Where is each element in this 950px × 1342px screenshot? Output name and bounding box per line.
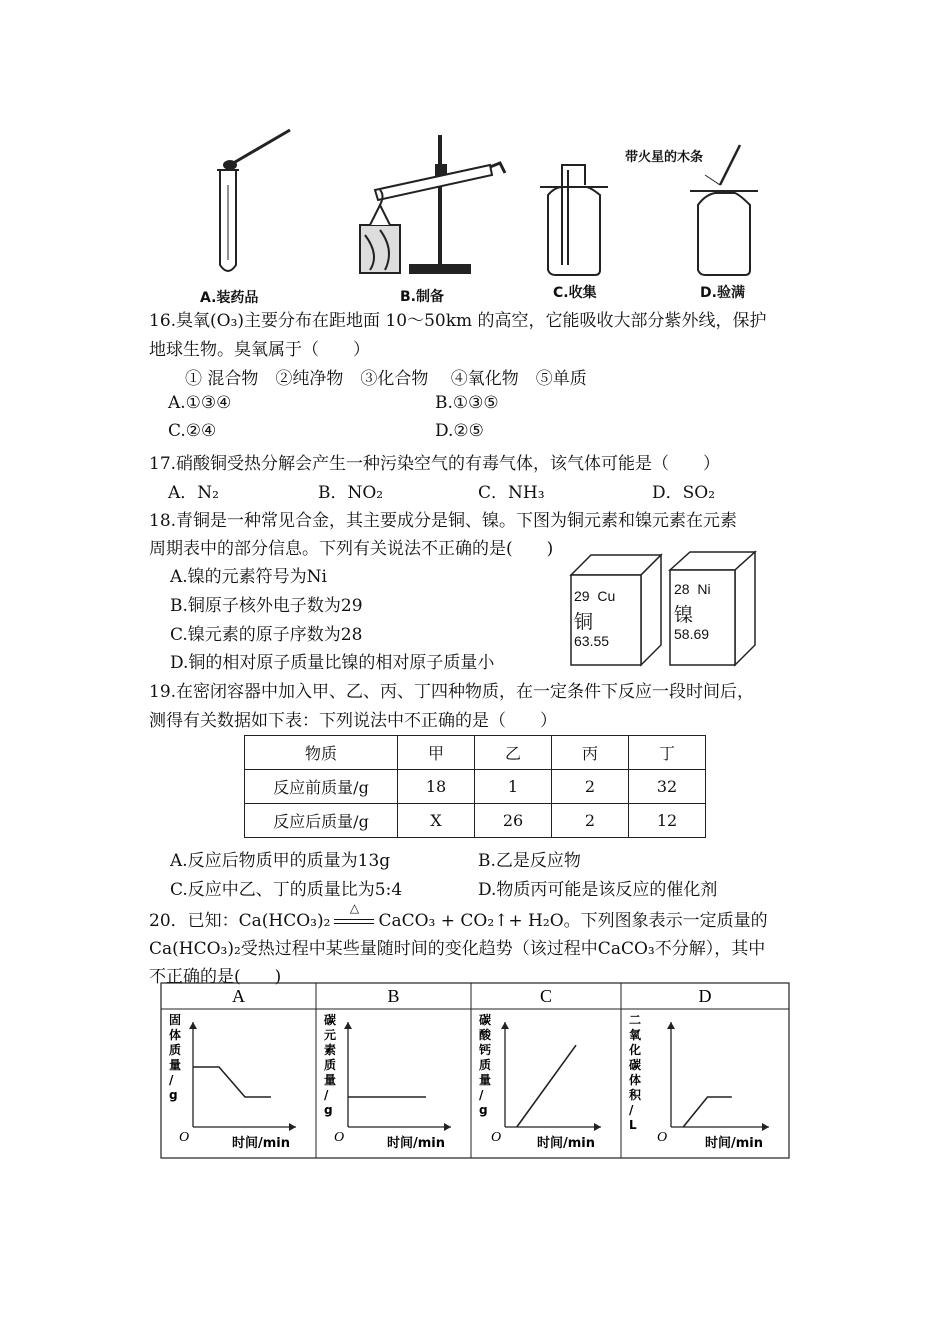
- q16-option-c: C.②④: [168, 421, 217, 441]
- y-axis-label: 碳酸钙质量/ g: [479, 1013, 492, 1117]
- table-cell: 2: [552, 770, 629, 804]
- q19-option-d: D.物质丙可能是该反应的催化剂: [478, 880, 718, 900]
- q19-option-c: C.反应中乙、丁的质量比为5:4: [170, 880, 403, 900]
- q19-option-a: A.反应后物质甲的质量为13g: [170, 851, 391, 871]
- q18-line2: 周期表中的部分信息。下列有关说法不正确的是( ): [149, 539, 554, 559]
- series-line: [517, 1045, 576, 1127]
- origin-label: O: [657, 1130, 668, 1145]
- y-axis-label: 二氧化碳体积/ L: [629, 1013, 642, 1132]
- q19-line1: 19.在密闭容器中加入甲、乙、丙、丁四种物质，在一定条件下反应一段时间后，: [149, 682, 755, 702]
- y-axis-label: 固体质量/ g: [169, 1013, 182, 1102]
- apparatus-label-d: D.验满: [700, 285, 745, 301]
- table-cell: 1: [475, 770, 552, 804]
- series-line: [683, 1097, 732, 1127]
- q16-option-d: D.②⑤: [435, 421, 484, 441]
- q17-option-b: B．NO₂: [318, 483, 384, 503]
- x-axis-arrow-icon: [289, 1123, 296, 1131]
- q16-option-a: A.①③④: [168, 393, 232, 413]
- table-cell: 2: [552, 804, 629, 838]
- apparatus-label-a: A.装药品: [200, 290, 259, 306]
- origin-label: O: [334, 1130, 345, 1145]
- graph-panel-title: A: [232, 986, 245, 1006]
- cu-name: 铜: [574, 612, 594, 633]
- x-axis-label: 时间/min: [536, 1136, 595, 1151]
- q16-option-b: B.①③⑤: [435, 393, 499, 413]
- q17-option-a: A．N₂: [168, 483, 219, 503]
- q18-line1: 18.青铜是一种常见合金，其主要成分是铜、镍。下图为铜元素和镍元素在元素: [149, 511, 738, 531]
- cu-number: 29: [574, 588, 590, 604]
- q17-option-d: D．SO₂: [652, 483, 716, 503]
- x-axis-arrow-icon: [594, 1123, 601, 1131]
- table-row: [245, 804, 706, 838]
- table-header-cell: 甲: [398, 736, 475, 770]
- table-cell: X: [398, 804, 475, 838]
- y-axis-label: 碳元素质量/ g: [324, 1013, 337, 1117]
- table-cell: 18: [398, 770, 475, 804]
- x-axis-label: 时间/min: [386, 1136, 445, 1151]
- x-axis-label: 时间/min: [231, 1136, 290, 1151]
- y-axis-arrow-icon: [189, 1022, 197, 1029]
- table-cell: 反应前质量/g: [245, 770, 398, 804]
- table-header-cell: 丙: [552, 736, 629, 770]
- table-cell: 26: [475, 804, 552, 838]
- cu-symbol: Cu: [597, 588, 616, 604]
- q18-option-c: C.镍元素的原子序数为28: [170, 625, 363, 645]
- heating-apparatus: [360, 135, 505, 273]
- q19-option-b: B.乙是反应物: [478, 851, 581, 871]
- reaction-equals-icon: [334, 919, 374, 924]
- apparatus-note-wood-strip: 带火星的木条: [625, 150, 704, 165]
- q19-line2: 测得有关数据如下表：下列说法中不正确的是（ ）: [149, 711, 557, 731]
- cu-mass: 63.55: [574, 633, 610, 649]
- test-tube-apparatus: [217, 130, 290, 271]
- table-cell: 32: [629, 770, 706, 804]
- y-axis-arrow-icon: [667, 1022, 675, 1029]
- y-axis-arrow-icon: [501, 1022, 509, 1029]
- q20-line1-pre: 20．已知：Ca(HCO₃)₂: [149, 911, 331, 931]
- x-axis-arrow-icon: [444, 1123, 451, 1131]
- q17-option-c: C．NH₃: [478, 483, 545, 503]
- q16-line2: 地球生物。臭氧属于（ ）: [149, 340, 370, 360]
- origin-label: O: [179, 1130, 190, 1145]
- q20-line3: 不正确的是( ): [149, 967, 282, 987]
- table-header-cell: 乙: [475, 736, 552, 770]
- x-axis-arrow-icon: [762, 1123, 769, 1131]
- q18-option-a: A.镍的元素符号为Ni: [170, 567, 327, 587]
- q18-option-d: D.铜的相对原子质量比镍的相对原子质量小: [170, 653, 495, 673]
- series-line: [193, 1067, 271, 1097]
- origin-label: O: [491, 1130, 502, 1145]
- q16-items: ① 混合物 ②纯净物 ③化合物 ④氧化物 ⑤单质: [185, 369, 587, 389]
- ni-mass: 58.69: [674, 626, 710, 642]
- ni-name: 镍: [674, 605, 694, 626]
- table-header-cell: 丁: [629, 736, 706, 770]
- apparatus-label-b: B.制备: [400, 289, 444, 305]
- y-axis-arrow-icon: [344, 1022, 352, 1029]
- table-header-row: [245, 736, 706, 770]
- q18-option-b: B.铜原子核外电子数为29: [170, 596, 363, 616]
- ni-symbol: Ni: [697, 581, 711, 597]
- q20-graph-panels: [160, 982, 792, 1162]
- table-row: [245, 770, 706, 804]
- q16-line1: 16.臭氧(O₃)主要分布在距地面 10～50km 的高空，它能吸收大部分紫外线，保护: [149, 311, 767, 331]
- q19-data-table: [244, 735, 706, 838]
- table-header-cell: 物质: [245, 736, 398, 770]
- element-boxes: [565, 550, 765, 670]
- table-cell: 12: [629, 804, 706, 838]
- collection-bottle: [540, 165, 608, 275]
- x-axis-label: 时间/min: [704, 1136, 763, 1151]
- graph-panel-title: B: [387, 986, 400, 1006]
- table-cell: 反应后质量/g: [245, 804, 398, 838]
- q17-stem: 17.硝酸铜受热分解会产生一种污染空气的有毒气体，该气体可能是（ ）: [149, 454, 721, 474]
- ni-number: 28: [674, 581, 690, 597]
- q20-line1-post: CaCO₃ + CO₂↑+ H₂O。下列图象表示一定质量的: [378, 911, 768, 931]
- apparatus-label-c: C.收集: [553, 285, 597, 301]
- heat-symbol: △: [349, 901, 360, 915]
- q20-line2: Ca(HCO₃)₂受热过程中某些量随时间的变化趋势（该过程中CaCO₃不分解），其中: [149, 939, 766, 959]
- graph-panel-title: D: [698, 986, 712, 1006]
- graph-panel-title: C: [539, 986, 553, 1006]
